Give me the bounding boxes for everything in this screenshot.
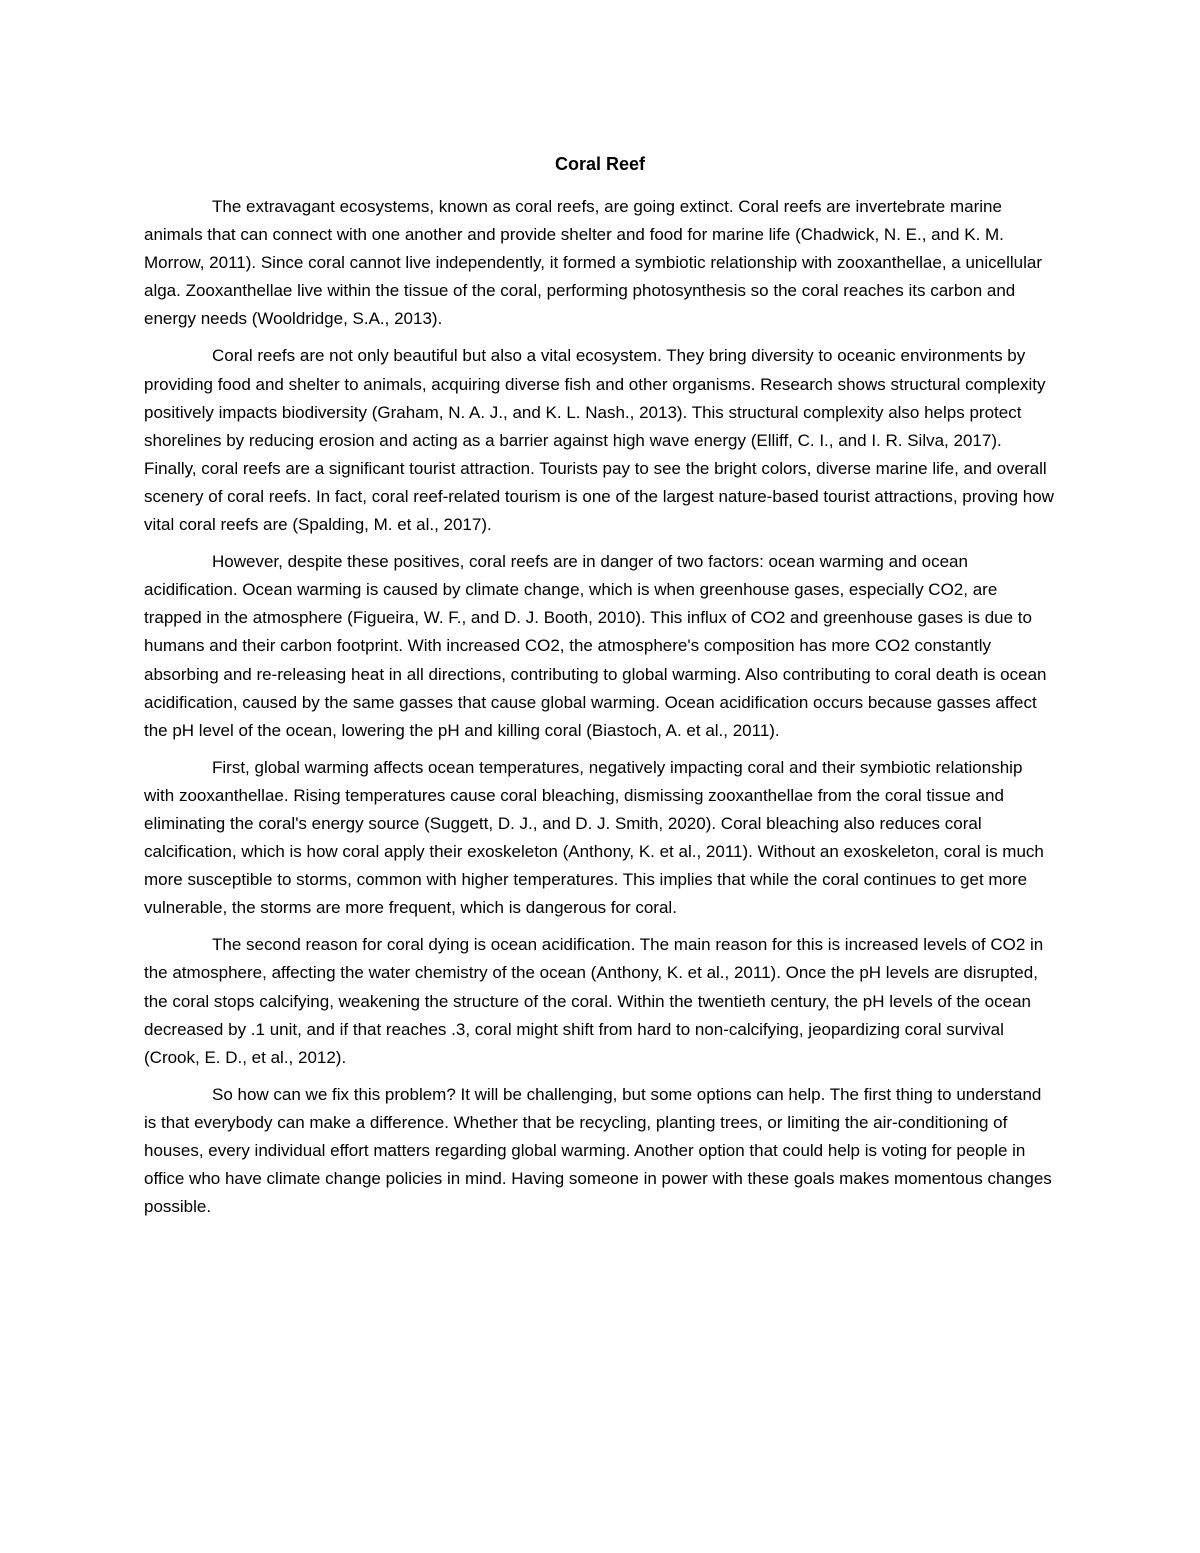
paragraph-importance: Coral reefs are not only beautiful but also a vital ecosystem. They bring diversity to oceanic environments by providing food and shelter to animals, acquiring diverse fish and other organisms. Research shows structural complexity positively impacts biodiversity (Graham, N. A. J., and K. L. Nash., 2013). This structural complexity also helps protect shorelines by reducing erosion and acting as a barrier against high wave energy (Elliff, C. I., and I. R. Silva, 2017). Finally, coral reefs are a significant tourist attraction. Tourists pay to see the bright colors, diverse marine life, and overall scenery of coral reefs. In fact, coral reef-related tourism is one of the largest nature-based tourist attractions, proving how vital coral reefs are (Spalding, M. et al., 2017). [144, 346, 1054, 535]
paragraph-threats: However, despite these positives, coral reefs are in danger of two factors: ocean warming and ocean acidification. Ocean warming is caused by climate change, which is when greenhouse gases, especially CO2, are trapped in the atmosphere (Figueira, W. F., and D. J. Booth, 2010). This influx of CO2 and greenhouse gases is due to humans and their carbon footprint. With increased CO2, the atmosphere's composition has more CO2 constantly absorbing and re-releasing heat in all directions, contributing to global warming. Also contributing to coral death is ocean acidification, caused by the same gasses that cause global warming. Ocean acidification occurs because gasses affect the pH level of the ocean, lowering the pH and killing coral (Biastoch, A. et al., 2011). [144, 552, 1047, 740]
paragraph-solutions: So how can we fix this problem? It will be challenging, but some options can help. The first thing to understand is that everybody can make a difference. Whether that be recycling, planting trees, or limiting the air-conditioning of houses, every individual effort matters regarding global warming. Another option that could help is voting for people in office who have climate change policies in mind. Having someone in power with these goals makes momentous changes possible. [144, 1084, 1052, 1217]
document-body [144, 193, 1056, 1230]
paragraph-warming: First, global warming affects ocean temperatures, negatively impacting coral and their symbiotic relationship with zooxanthellae. Rising temperatures cause coral bleaching, dismissing zooxanthellae from the coral tissue and eliminating the coral's energy source (Suggett, D. J., and D. J. Smith, 2020). Coral bleaching also reduces coral calcification, which is how coral apply their exoskeleton (Anthony, K. et al., 2011). Without an exoskeleton, coral is much more susceptible to storms, common with higher temperatures. This implies that while the coral continues to get more vulnerable, the storms are more frequent, which is dangerous for coral. [144, 757, 1044, 918]
paragraph-intro: The extravagant ecosystems, known as coral reefs, are going extinct. Coral reefs are invertebrate marine animals that can connect with one another and provide shelter and food for marine life (Chadwick, N. E., and K. M. Morrow, 2011). Since coral cannot live independently, it formed a symbiotic relationship with zooxanthellae, a unicellular alga. Zooxanthellae live within the tissue of the coral, performing photosynthesis so the coral reaches its carbon and energy needs (Wooldridge, S.A., 2013). [144, 197, 1043, 329]
document-title: Coral Reef [554, 154, 646, 174]
paragraph-acidification: The second reason for coral dying is ocean acidification. The main reason for this is increased levels of CO2 in the atmosphere, affecting the water chemistry of the ocean (Anthony, K. et al., 2011). Once the pH levels are disrupted, the coral stops calcifying, weakening the structure of the coral. Within the twentieth century, the pH levels of the ocean decreased by .1 unit, and if that reaches .3, coral might shift from hard to non-calcifying, jeopardizing coral survival (Crook, E. D., et al., 2012). [144, 935, 1044, 1067]
